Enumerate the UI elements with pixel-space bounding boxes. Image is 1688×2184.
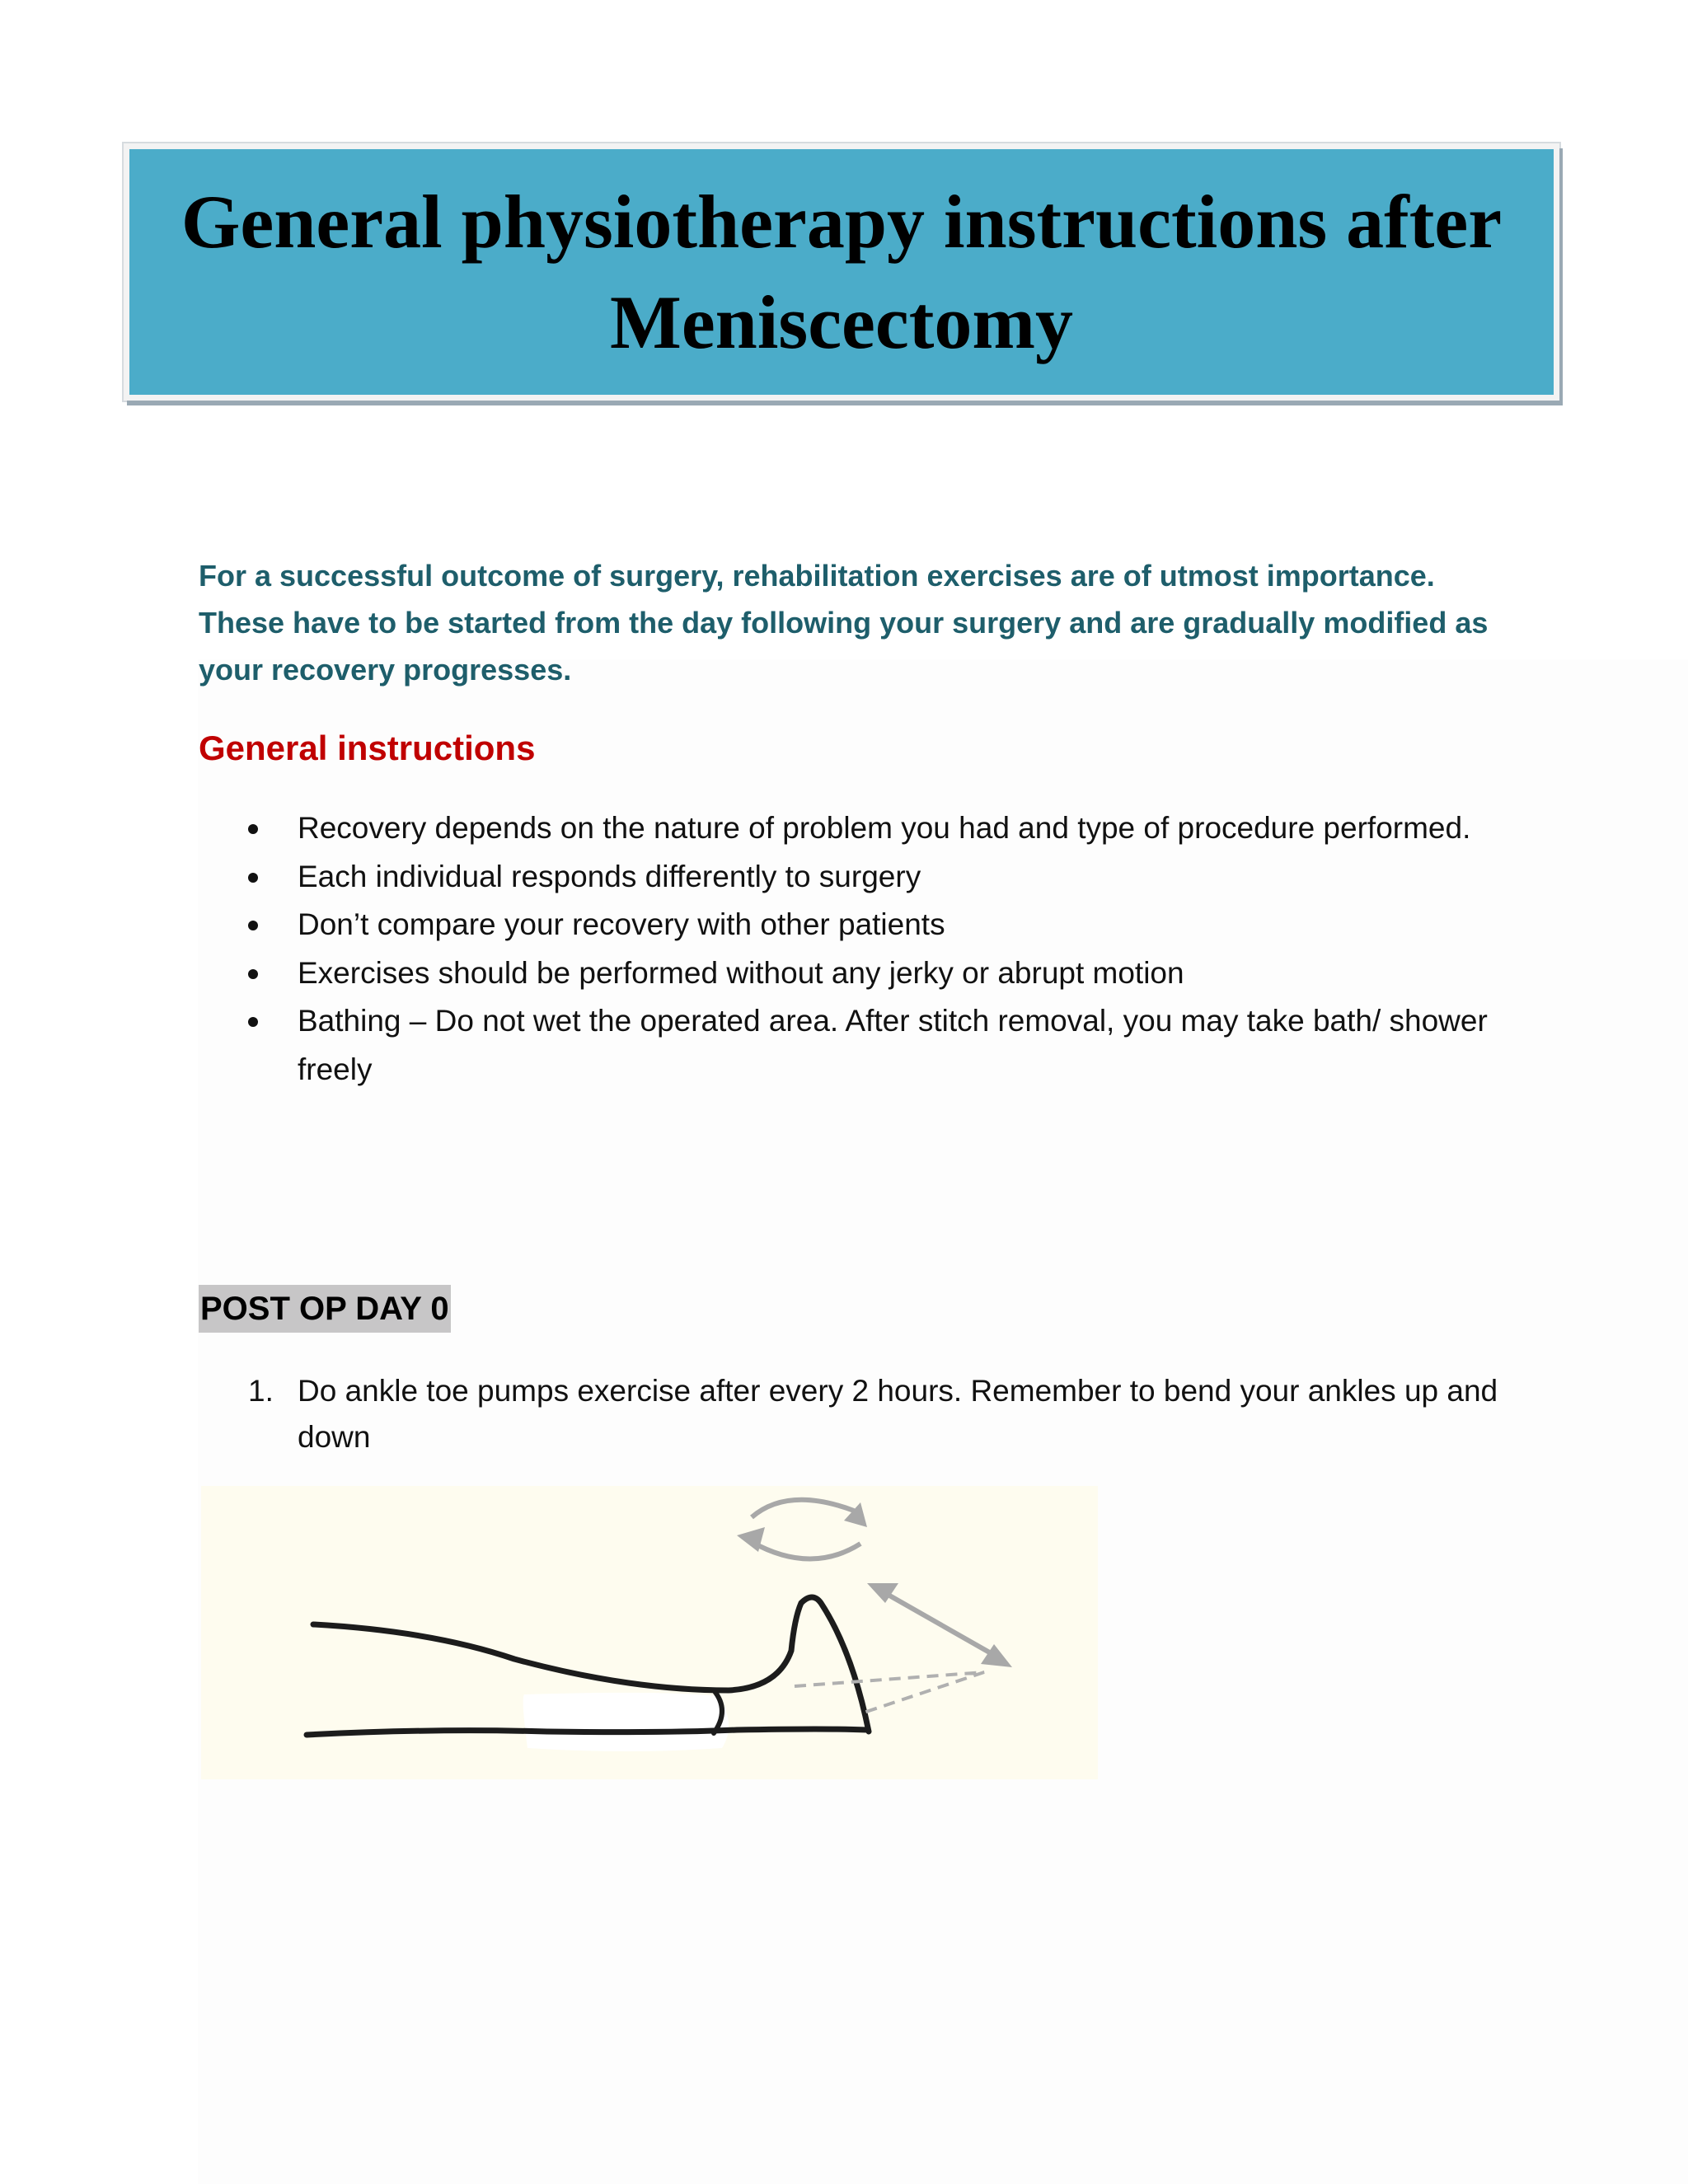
list-item-text: Bathing – Do not wet the operated area. After stitch removal, you may take bath/ shower freely bbox=[298, 1004, 1488, 1086]
bullet-icon bbox=[248, 969, 258, 979]
bullet-icon bbox=[248, 873, 258, 883]
step-text: Do ankle toe pumps exercise after every 2 hours. Remember to bend your ankles up and down bbox=[298, 1374, 1498, 1454]
step-item bbox=[199, 1368, 1517, 1460]
ankle-pump-drawing bbox=[201, 1486, 1098, 1779]
bullet-icon bbox=[248, 921, 258, 930]
general-instructions-list bbox=[199, 804, 1517, 1094]
list-item-text: Recovery depends on the nature of problem you had and type of procedure performed. bbox=[298, 811, 1471, 845]
title-banner bbox=[124, 143, 1559, 401]
ankle-pump-illustration bbox=[201, 1486, 1098, 1779]
leg-lower-outline bbox=[307, 1729, 867, 1735]
intro-paragraph: For a successful outcome of surgery, rehabilitation exercises are of utmost importance. These have to be started from the day following your surgery and are gradually modified as your recovery progresses. bbox=[199, 559, 1489, 687]
general-instructions-heading: General instructions bbox=[199, 729, 536, 767]
list-item-text: Don’t compare your recovery with other patients bbox=[298, 907, 945, 941]
rotate-arrow-top bbox=[752, 1500, 854, 1517]
step-number: 1. bbox=[248, 1374, 274, 1408]
foot-dashed-outline bbox=[795, 1672, 984, 1713]
list-item bbox=[199, 949, 1517, 998]
leg-support-pillow bbox=[523, 1693, 729, 1751]
motion-arrow-line bbox=[885, 1593, 992, 1654]
post-op-day0-steps bbox=[199, 1368, 1517, 1460]
list-item bbox=[199, 901, 1517, 949]
page-title: General physiotherapy instructions after Meniscectomy bbox=[181, 180, 1503, 364]
list-item bbox=[199, 853, 1517, 902]
list-item-text: Exercises should be performed without any jerky or abrupt motion bbox=[298, 955, 1184, 990]
bullet-icon bbox=[248, 1017, 258, 1027]
list-item-text: Each individual responds differently to surgery bbox=[298, 859, 921, 893]
list-item bbox=[199, 804, 1517, 853]
bullet-icon bbox=[248, 824, 258, 834]
list-item bbox=[199, 997, 1517, 1094]
rotate-arrow-bottom bbox=[752, 1542, 860, 1559]
post-op-day0-heading: POST OP DAY 0 bbox=[199, 1285, 451, 1333]
